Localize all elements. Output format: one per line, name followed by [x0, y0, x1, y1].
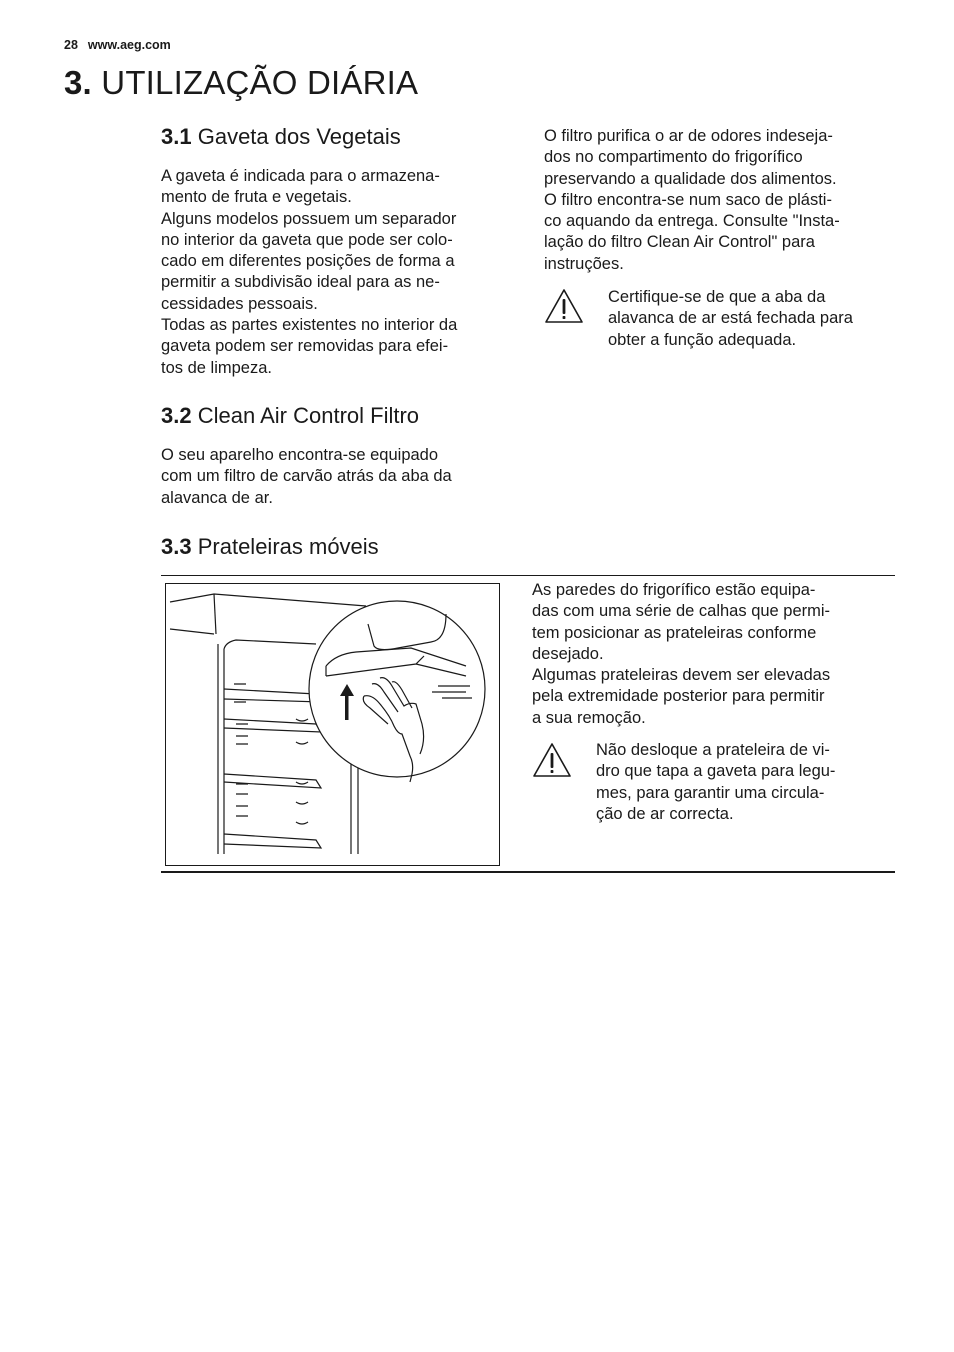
- shelf-1: [224, 689, 321, 702]
- page-number: 28: [64, 38, 78, 52]
- shelf-2: [224, 719, 321, 732]
- section-3-2-body-continued: O filtro purifica o ar de odores indeseja- dos no compartimento do frigorífico preservando a qualidade dos alimentos. O filtro encontra-se num saco de plásti- co aquando da entrega. Consulte "Insta- lação do filtro Clean Air Control" para instruções.: [544, 127, 840, 273]
- chapter-title-text: UTILIZAÇÃO DIÁRIA: [101, 64, 419, 101]
- section-3-1-body: A gaveta é indicada para o armazena- mento de fruta e vegetais. Alguns modelos possuem um separador no interior da gaveta que pode ser colo- cado em diferentes posições de forma a permitir a subdivisão ideal para as ne- cessidades pessoais. Todas as partes existentes no interior da gaveta podem ser removidas para efei- tos de limpeza.: [161, 167, 458, 377]
- warning-triangle-icon: [544, 288, 584, 329]
- chapter-number: 3.: [64, 64, 92, 101]
- shelf-3: [224, 774, 321, 788]
- section-3-3-body: As paredes do frigorífico estão equipa- das com uma série de calhas que permi- tem posicionar as prateleiras conforme desejado. Algumas prateleiras devem ser elevadas pela extremidade posterior para permitir a sua remoção.: [532, 581, 831, 727]
- shelf-4: [224, 834, 321, 848]
- section-heading-3-1: [161, 124, 401, 150]
- divider-top: [161, 575, 895, 576]
- section-title: Gaveta dos Vegetais: [197, 124, 401, 149]
- section-3-2-body: O seu aparelho encontra-se equipado com um filtro de carvão atrás da aba da alavanca de ar.: [161, 446, 452, 507]
- section-number: 3.3: [161, 534, 192, 559]
- warning-triangle-icon: [532, 742, 572, 783]
- warning-text-shelf: Não desloque a prateleira de vi- dro que tapa a gaveta para legu- mes, para garantir uma circula- ção de ar correcta.: [596, 741, 836, 823]
- divider-bottom: [161, 871, 895, 873]
- fridge-shelves-drawing: [166, 584, 500, 866]
- page-header: [64, 38, 171, 52]
- section-number: 3.1: [161, 124, 192, 149]
- section-number: 3.2: [161, 403, 192, 428]
- chapter-title: [64, 64, 418, 102]
- shelves-illustration: [165, 583, 500, 866]
- header-url: www.aeg.com: [87, 38, 171, 52]
- section-title: Prateleiras móveis: [197, 534, 379, 559]
- section-heading-3-3: [161, 534, 379, 560]
- warning-text-filter: Certifique-se de que a aba da alavanca de ar está fechada para obter a função adequada.: [608, 288, 853, 349]
- section-heading-3-2: [161, 403, 419, 429]
- section-title: Clean Air Control Filtro: [197, 403, 420, 428]
